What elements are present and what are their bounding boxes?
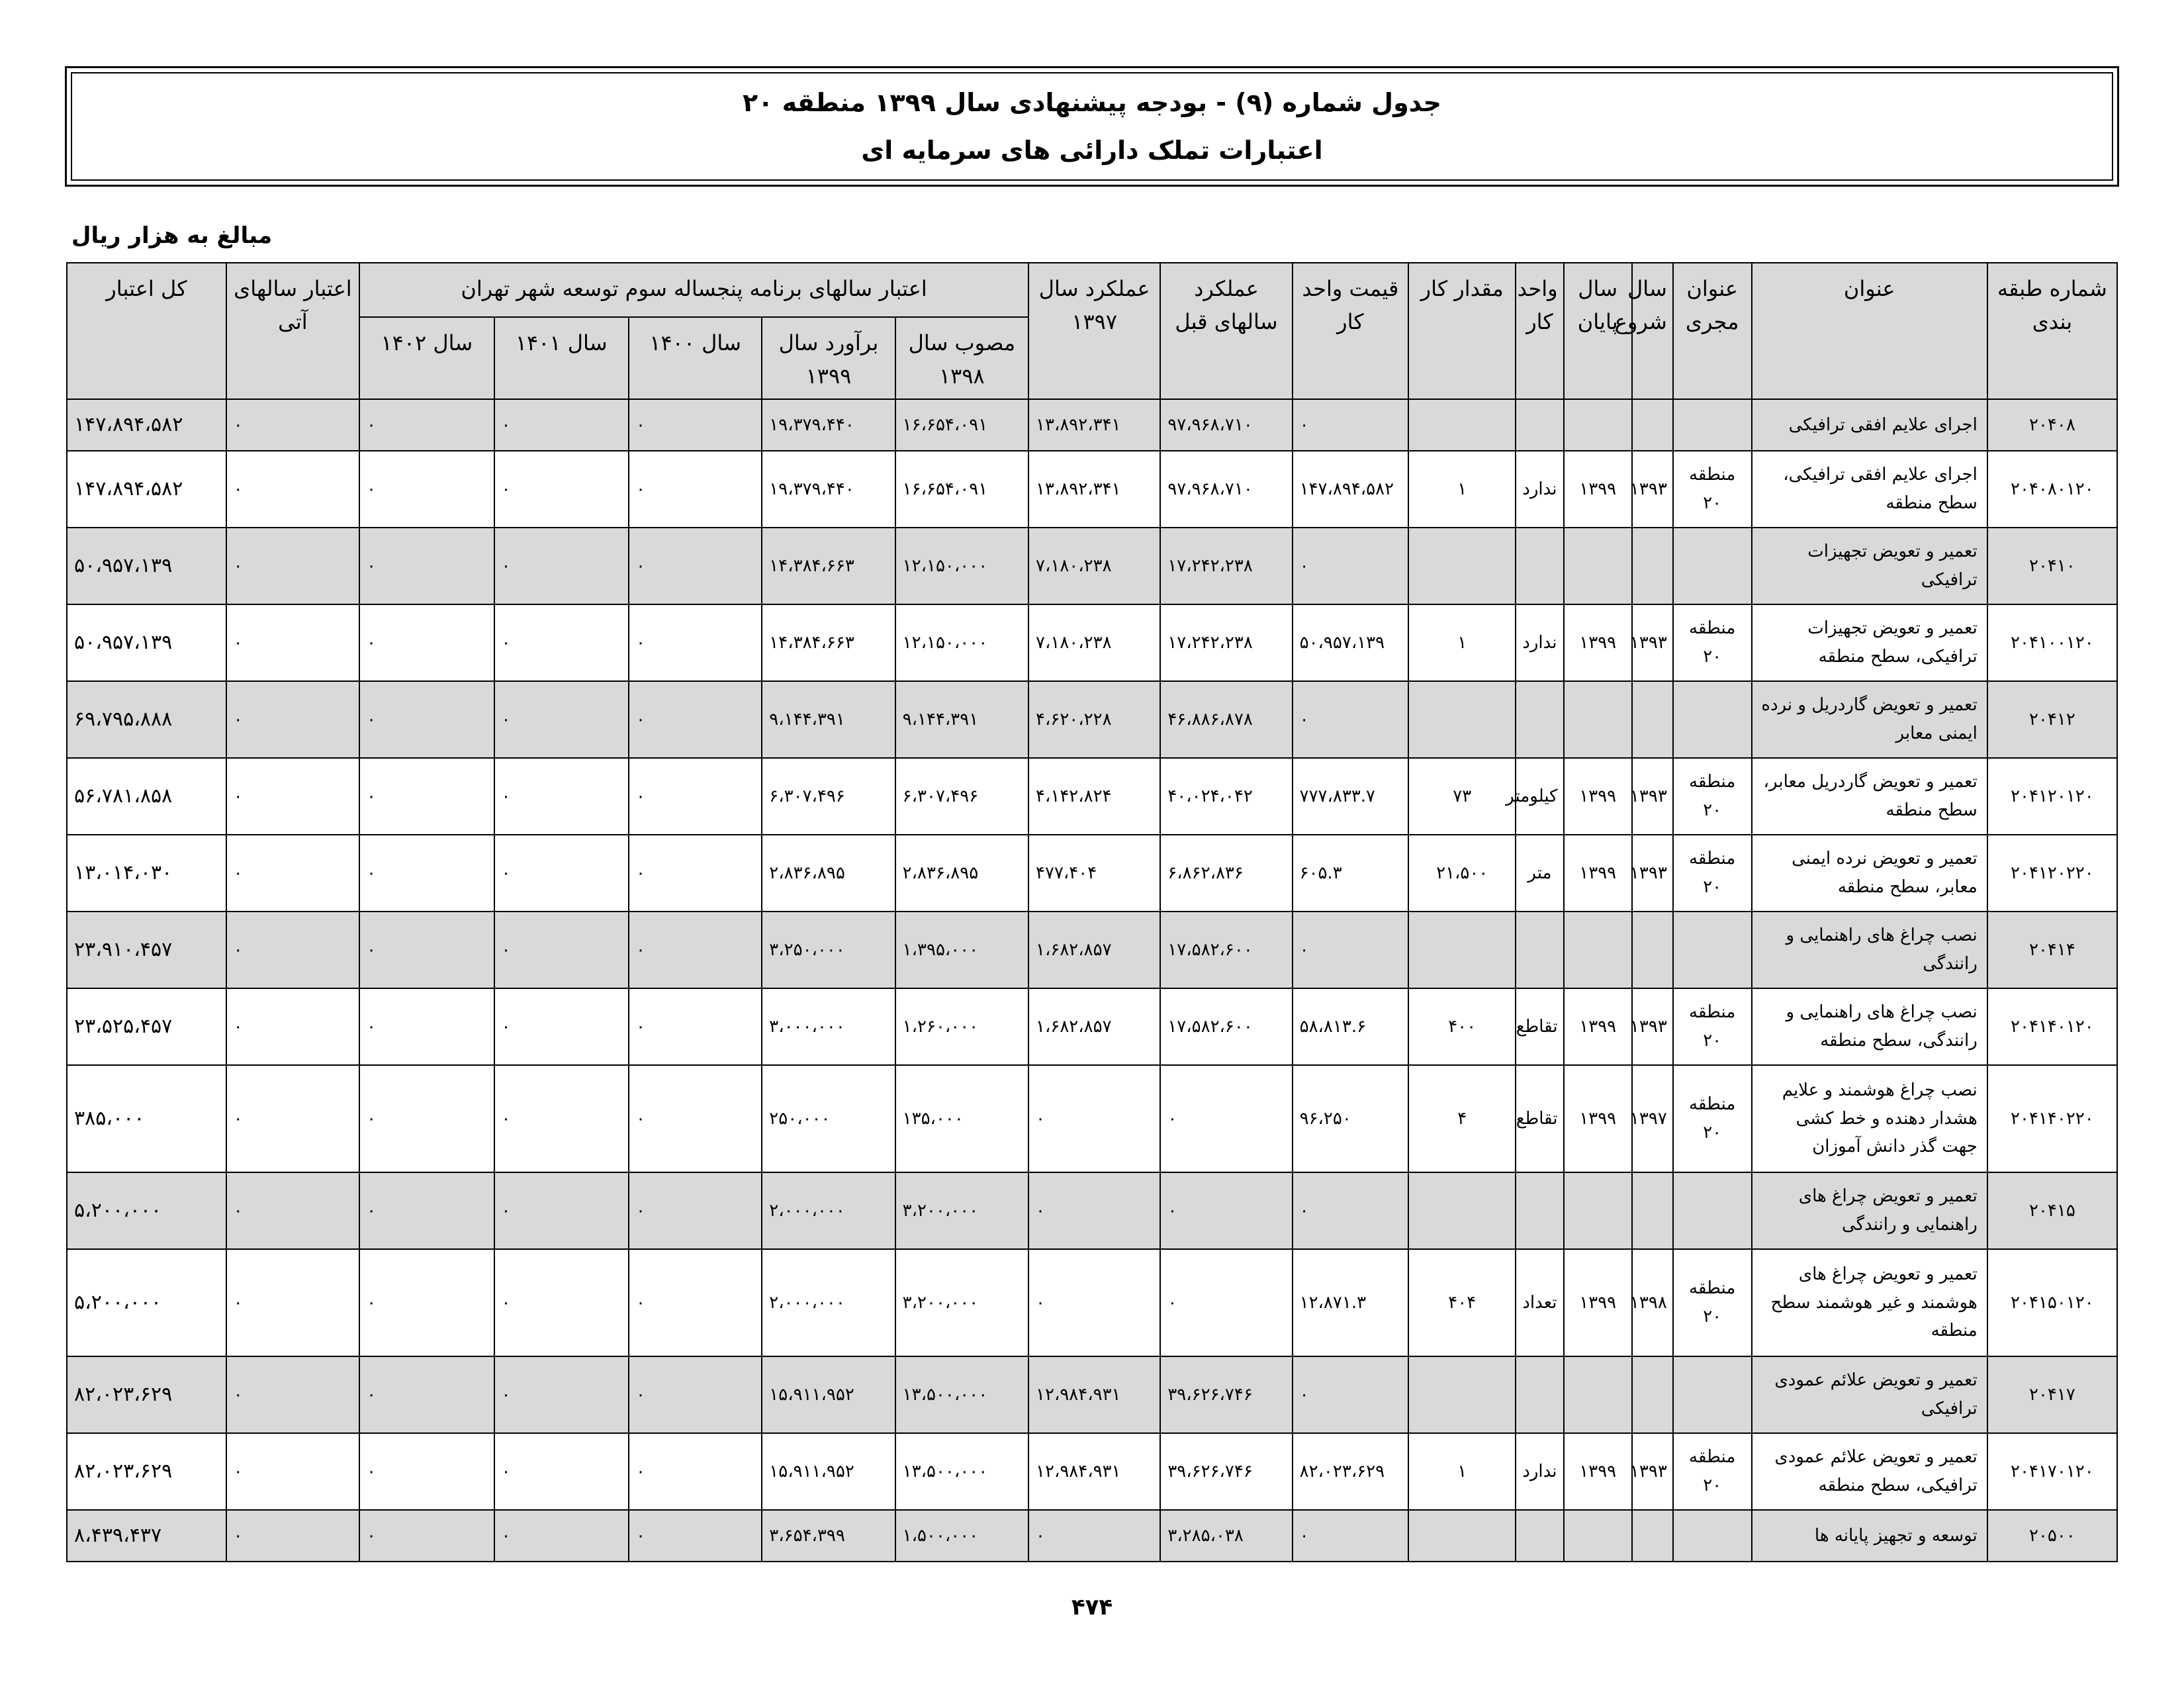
item-row bbox=[67, 758, 2117, 835]
cell-qty: ۷۳ bbox=[1408, 758, 1516, 835]
cell-executor: منطقه ۲۰ bbox=[1673, 1433, 1752, 1510]
cell-title: نصب چراغ های راهنمایی و رانندگی bbox=[1752, 912, 1987, 988]
cell-title: نصب چراغ های راهنمایی و رانندگی، سطح منطقه bbox=[1752, 988, 1987, 1065]
col-header-program-group: اعتبار سالهای برنامه پنجساله سوم توسعه شهر تهران bbox=[359, 263, 1028, 317]
cell-qty: ۴۰۴ bbox=[1408, 1249, 1516, 1356]
cell-qty bbox=[1408, 528, 1516, 604]
cell-end: ۱۳۹۹ bbox=[1564, 1433, 1632, 1510]
col-header-prev-performance: عملکرد سالهای قبل bbox=[1160, 263, 1292, 399]
cell-prev: ۳۹،۶۲۶،۷۴۶ bbox=[1160, 1356, 1292, 1433]
cell-y1401: ۰ bbox=[494, 835, 629, 912]
cell-a1398: ۱۳،۵۰۰،۰۰۰ bbox=[895, 1433, 1028, 1510]
cell-y1400: ۰ bbox=[629, 758, 762, 835]
cell-future: ۰ bbox=[226, 399, 359, 451]
cell-title: تعمیر و تعویض گاردریل معابر، سطح منطقه bbox=[1752, 758, 1987, 835]
cell-executor: منطقه ۲۰ bbox=[1673, 988, 1752, 1065]
cell-end: ۱۳۹۹ bbox=[1564, 758, 1632, 835]
cell-p1397: ۴،۶۲۰،۲۲۸ bbox=[1028, 681, 1160, 758]
cell-e1399: ۱۵،۹۱۱،۹۵۲ bbox=[762, 1433, 895, 1510]
page-number: ۴۷۴ bbox=[1071, 1594, 1113, 1620]
cell-code: ۲۰۴۱۰۰۱۲۰ bbox=[1987, 604, 2117, 681]
cell-qty: ۲۱،۵۰۰ bbox=[1408, 835, 1516, 912]
cell-y1402: ۰ bbox=[359, 528, 494, 604]
category-row bbox=[67, 912, 2117, 988]
cell-code: ۲۰۴۰۸ bbox=[1987, 399, 2117, 451]
cell-a1398: ۱۶،۶۵۴،۰۹۱ bbox=[895, 399, 1028, 451]
cell-end bbox=[1564, 681, 1632, 758]
cell-future: ۰ bbox=[226, 1433, 359, 1510]
cell-title: تعمیر و تعویض گاردریل و نرده ایمنی معابر bbox=[1752, 681, 1987, 758]
item-row bbox=[67, 1065, 2117, 1172]
cell-y1400: ۰ bbox=[629, 451, 762, 528]
cell-future: ۰ bbox=[226, 604, 359, 681]
cell-qty: ۴ bbox=[1408, 1065, 1516, 1172]
cell-executor: منطقه ۲۰ bbox=[1673, 604, 1752, 681]
cell-unit bbox=[1516, 912, 1563, 988]
cell-title: تعمیر و تعویض چراغ های هوشمند و غیر هوشمند سطح منطقه bbox=[1752, 1249, 1987, 1356]
cell-qty: ۱ bbox=[1408, 604, 1516, 681]
cell-qty bbox=[1408, 681, 1516, 758]
cell-e1399: ۲،۰۰۰،۰۰۰ bbox=[762, 1172, 895, 1249]
cell-future: ۰ bbox=[226, 1249, 359, 1356]
cell-code: ۲۰۴۰۸۰۱۲۰ bbox=[1987, 451, 2117, 528]
cell-executor: منطقه ۲۰ bbox=[1673, 835, 1752, 912]
cell-executor bbox=[1673, 912, 1752, 988]
cell-a1398: ۹،۱۴۴،۳۹۱ bbox=[895, 681, 1028, 758]
cell-title: اجرای علایم افقی ترافیکی، سطح منطقه bbox=[1752, 451, 1987, 528]
cell-a1398: ۱۳۵،۰۰۰ bbox=[895, 1065, 1028, 1172]
cell-total: ۵۰،۹۵۷،۱۳۹ bbox=[67, 604, 226, 681]
cell-e1399: ۱۵،۹۱۱،۹۵۲ bbox=[762, 1356, 895, 1433]
cell-y1400: ۰ bbox=[629, 1172, 762, 1249]
item-row bbox=[67, 1433, 2117, 1510]
cell-total: ۵۰،۹۵۷،۱۳۹ bbox=[67, 528, 226, 604]
category-row bbox=[67, 1172, 2117, 1249]
cell-end: ۱۳۹۹ bbox=[1564, 604, 1632, 681]
cell-start bbox=[1632, 399, 1673, 451]
cell-p1397: ۱۲،۹۸۴،۹۳۱ bbox=[1028, 1433, 1160, 1510]
cell-y1401: ۰ bbox=[494, 758, 629, 835]
cell-start: ۱۳۹۳ bbox=[1632, 988, 1673, 1065]
col-header-performance-1397: عملکرد سال ۱۳۹۷ bbox=[1028, 263, 1160, 399]
cell-code: ۲۰۴۱۴۰۲۲۰ bbox=[1987, 1065, 2117, 1172]
cell-unit bbox=[1516, 681, 1563, 758]
cell-a1398: ۶،۳۰۷،۴۹۶ bbox=[895, 758, 1028, 835]
cell-end bbox=[1564, 528, 1632, 604]
cell-a1398: ۳،۲۰۰،۰۰۰ bbox=[895, 1172, 1028, 1249]
table-body bbox=[67, 399, 2117, 1562]
cell-prev: ۶،۸۶۲،۸۳۶ bbox=[1160, 835, 1292, 912]
item-row bbox=[67, 835, 2117, 912]
cell-price: ۰ bbox=[1293, 912, 1409, 988]
cell-unit: تعداد bbox=[1516, 1249, 1563, 1356]
cell-code: ۲۰۴۱۷ bbox=[1987, 1356, 2117, 1433]
cell-a1398: ۱۲،۱۵۰،۰۰۰ bbox=[895, 604, 1028, 681]
cell-prev: ۹۷،۹۶۸،۷۱۰ bbox=[1160, 451, 1292, 528]
cell-price: ۱۲،۸۷۱.۳ bbox=[1293, 1249, 1409, 1356]
cell-future: ۰ bbox=[226, 1065, 359, 1172]
cell-a1398: ۱۳،۵۰۰،۰۰۰ bbox=[895, 1356, 1028, 1433]
cell-total: ۱۴۷،۸۹۴،۵۸۲ bbox=[67, 399, 226, 451]
col-header-start-year: سال شروع bbox=[1632, 263, 1673, 399]
category-row bbox=[67, 681, 2117, 758]
cell-price: ۷۷۷،۸۳۳.۷ bbox=[1293, 758, 1409, 835]
cell-price: ۰ bbox=[1293, 1510, 1409, 1562]
cell-a1398: ۳،۲۰۰،۰۰۰ bbox=[895, 1249, 1028, 1356]
cell-total: ۵،۲۰۰،۰۰۰ bbox=[67, 1172, 226, 1249]
cell-title: تعمیر و تعویض تجهیزات ترافیکی، سطح منطقه bbox=[1752, 604, 1987, 681]
cell-y1401: ۰ bbox=[494, 1172, 629, 1249]
cell-executor: منطقه ۲۰ bbox=[1673, 1249, 1752, 1356]
cell-a1398: ۱،۳۹۵،۰۰۰ bbox=[895, 912, 1028, 988]
cell-future: ۰ bbox=[226, 912, 359, 988]
cell-code: ۲۰۴۱۲۰۲۲۰ bbox=[1987, 835, 2117, 912]
cell-title: توسعه و تجهیز پایانه ها bbox=[1752, 1510, 1987, 1562]
cell-e1399: ۳،۰۰۰،۰۰۰ bbox=[762, 988, 895, 1065]
col-header-code: شماره طبقه بندی bbox=[1987, 263, 2117, 399]
cell-code: ۲۰۴۱۰ bbox=[1987, 528, 2117, 604]
cell-price: ۰ bbox=[1293, 1172, 1409, 1249]
cell-e1399: ۱۴،۳۸۴،۶۶۳ bbox=[762, 528, 895, 604]
col-header-title: عنوان bbox=[1752, 263, 1987, 399]
cell-y1402: ۰ bbox=[359, 451, 494, 528]
cell-qty: ۴۰۰ bbox=[1408, 988, 1516, 1065]
cell-code: ۲۰۴۱۲ bbox=[1987, 681, 2117, 758]
cell-code: ۲۰۴۱۴۰۱۲۰ bbox=[1987, 988, 2117, 1065]
cell-prev: ۴۶،۸۸۶،۸۷۸ bbox=[1160, 681, 1292, 758]
cell-total: ۲۳،۵۲۵،۴۵۷ bbox=[67, 988, 226, 1065]
cell-e1399: ۶،۳۰۷،۴۹۶ bbox=[762, 758, 895, 835]
cell-title: تعمیر و تعویض چراغ های راهنمایی و رانندگی bbox=[1752, 1172, 1987, 1249]
cell-prev: ۱۷،۵۸۲،۶۰۰ bbox=[1160, 912, 1292, 988]
cell-unit: تقاطع bbox=[1516, 1065, 1563, 1172]
cell-y1400: ۰ bbox=[629, 1065, 762, 1172]
cell-p1397: ۱۲،۹۸۴،۹۳۱ bbox=[1028, 1356, 1160, 1433]
cell-y1402: ۰ bbox=[359, 1356, 494, 1433]
cell-qty bbox=[1408, 1356, 1516, 1433]
cell-y1402: ۰ bbox=[359, 604, 494, 681]
cell-e1399: ۳،۶۵۴،۳۹۹ bbox=[762, 1510, 895, 1562]
cell-total: ۸۲،۰۲۳،۶۲۹ bbox=[67, 1356, 226, 1433]
col-header-estimate-1399: برآورد سال ۱۳۹۹ bbox=[762, 317, 895, 399]
cell-y1401: ۰ bbox=[494, 1065, 629, 1172]
cell-end bbox=[1564, 912, 1632, 988]
cell-p1397: ۰ bbox=[1028, 1065, 1160, 1172]
cell-start bbox=[1632, 681, 1673, 758]
cell-a1398: ۱۶،۶۵۴،۰۹۱ bbox=[895, 451, 1028, 528]
cell-price: ۰ bbox=[1293, 681, 1409, 758]
category-row bbox=[67, 399, 2117, 451]
cell-prev: ۱۷،۲۴۲،۲۳۸ bbox=[1160, 528, 1292, 604]
cell-prev: ۳۹،۶۲۶،۷۴۶ bbox=[1160, 1433, 1292, 1510]
cell-total: ۵۶،۷۸۱،۸۵۸ bbox=[67, 758, 226, 835]
cell-code: ۲۰۴۱۴ bbox=[1987, 912, 2117, 988]
cell-y1400: ۰ bbox=[629, 1249, 762, 1356]
cell-title: تعمیر و تعویض نرده ایمنی معابر، سطح منطقه bbox=[1752, 835, 1987, 912]
cell-y1400: ۰ bbox=[629, 1433, 762, 1510]
cell-y1401: ۰ bbox=[494, 604, 629, 681]
cell-y1400: ۰ bbox=[629, 835, 762, 912]
cell-total: ۳۸۵،۰۰۰ bbox=[67, 1065, 226, 1172]
cell-y1401: ۰ bbox=[494, 528, 629, 604]
cell-p1397: ۰ bbox=[1028, 1249, 1160, 1356]
cell-executor bbox=[1673, 399, 1752, 451]
col-header-unit-price: قیمت واحد کار bbox=[1293, 263, 1409, 399]
cell-unit: ندارد bbox=[1516, 604, 1563, 681]
cell-e1399: ۲،۰۰۰،۰۰۰ bbox=[762, 1249, 895, 1356]
cell-price: ۹۶،۲۵۰ bbox=[1293, 1065, 1409, 1172]
cell-start bbox=[1632, 528, 1673, 604]
cell-prev: ۰ bbox=[1160, 1172, 1292, 1249]
cell-qty: ۱ bbox=[1408, 451, 1516, 528]
cell-y1402: ۰ bbox=[359, 912, 494, 988]
cell-unit bbox=[1516, 1510, 1563, 1562]
cell-qty bbox=[1408, 912, 1516, 988]
cell-price: ۵۰،۹۵۷،۱۳۹ bbox=[1293, 604, 1409, 681]
cell-end bbox=[1564, 1510, 1632, 1562]
cell-unit bbox=[1516, 1172, 1563, 1249]
item-row bbox=[67, 1249, 2117, 1356]
cell-a1398: ۲،۸۳۶،۸۹۵ bbox=[895, 835, 1028, 912]
cell-y1402: ۰ bbox=[359, 1249, 494, 1356]
cell-e1399: ۱۹،۳۷۹،۴۴۰ bbox=[762, 399, 895, 451]
cell-start bbox=[1632, 912, 1673, 988]
cell-y1400: ۰ bbox=[629, 681, 762, 758]
cell-end: ۱۳۹۹ bbox=[1564, 1249, 1632, 1356]
cell-title: تعمیر و تعویض تجهیزات ترافیکی bbox=[1752, 528, 1987, 604]
cell-executor bbox=[1673, 681, 1752, 758]
cell-executor: منطقه ۲۰ bbox=[1673, 1065, 1752, 1172]
cell-price: ۰ bbox=[1293, 1356, 1409, 1433]
cell-total: ۲۳،۹۱۰،۴۵۷ bbox=[67, 912, 226, 988]
cell-price: ۰ bbox=[1293, 528, 1409, 604]
cell-future: ۰ bbox=[226, 988, 359, 1065]
cell-y1402: ۰ bbox=[359, 1433, 494, 1510]
cell-prev: ۹۷،۹۶۸،۷۱۰ bbox=[1160, 399, 1292, 451]
cell-title: تعمیر و تعویض علائم عمودی ترافیکی، سطح منطقه bbox=[1752, 1433, 1987, 1510]
cell-a1398: ۱۲،۱۵۰،۰۰۰ bbox=[895, 528, 1028, 604]
cell-p1397: ۴۷۷،۴۰۴ bbox=[1028, 835, 1160, 912]
cell-y1400: ۰ bbox=[629, 1356, 762, 1433]
cell-future: ۰ bbox=[226, 1172, 359, 1249]
cell-unit bbox=[1516, 528, 1563, 604]
col-header-total: کل اعتبار bbox=[67, 263, 226, 399]
cell-y1401: ۰ bbox=[494, 681, 629, 758]
table-title: جدول شماره (۹) - بودجه پیشنهادی سال ۱۳۹۹ منطقه ۲۰ bbox=[742, 88, 1442, 117]
cell-start: ۱۳۹۷ bbox=[1632, 1065, 1673, 1172]
cell-p1397: ۰ bbox=[1028, 1172, 1160, 1249]
cell-y1402: ۰ bbox=[359, 1510, 494, 1562]
item-row bbox=[67, 604, 2117, 681]
col-header-quantity: مقدار کار bbox=[1408, 263, 1516, 399]
cell-e1399: ۹،۱۴۴،۳۹۱ bbox=[762, 681, 895, 758]
cell-start: ۱۳۹۳ bbox=[1632, 451, 1673, 528]
cell-future: ۰ bbox=[226, 451, 359, 528]
cell-executor: منطقه ۲۰ bbox=[1673, 758, 1752, 835]
cell-total: ۸،۴۳۹،۴۳۷ bbox=[67, 1510, 226, 1562]
cell-unit bbox=[1516, 1356, 1563, 1433]
cell-prev: ۳،۲۸۵،۰۳۸ bbox=[1160, 1510, 1292, 1562]
cell-code: ۲۰۴۱۵۰۱۲۰ bbox=[1987, 1249, 2117, 1356]
cell-unit bbox=[1516, 399, 1563, 451]
cell-qty bbox=[1408, 399, 1516, 451]
item-row bbox=[67, 451, 2117, 528]
cell-y1401: ۰ bbox=[494, 1510, 629, 1562]
cell-end bbox=[1564, 1356, 1632, 1433]
cell-e1399: ۲،۸۳۶،۸۹۵ bbox=[762, 835, 895, 912]
cell-p1397: ۷،۱۸۰،۲۳۸ bbox=[1028, 604, 1160, 681]
category-row bbox=[67, 1356, 2117, 1433]
cell-code: ۲۰۴۱۵ bbox=[1987, 1172, 2117, 1249]
cell-y1401: ۰ bbox=[494, 451, 629, 528]
cell-qty bbox=[1408, 1510, 1516, 1562]
cell-code: ۲۰۴۱۲۰۱۲۰ bbox=[1987, 758, 2117, 835]
cell-unit: ندارد bbox=[1516, 1433, 1563, 1510]
cell-start bbox=[1632, 1510, 1673, 1562]
cell-p1397: ۱۳،۸۹۲،۳۴۱ bbox=[1028, 399, 1160, 451]
cell-total: ۵،۲۰۰،۰۰۰ bbox=[67, 1249, 226, 1356]
cell-y1402: ۰ bbox=[359, 758, 494, 835]
cell-start bbox=[1632, 1356, 1673, 1433]
cell-end: ۱۳۹۹ bbox=[1564, 451, 1632, 528]
cell-future: ۰ bbox=[226, 758, 359, 835]
cell-start: ۱۳۹۳ bbox=[1632, 835, 1673, 912]
cell-executor bbox=[1673, 1510, 1752, 1562]
cell-prev: ۴۰،۰۲۴،۰۴۲ bbox=[1160, 758, 1292, 835]
cell-p1397: ۴،۱۴۲،۸۲۴ bbox=[1028, 758, 1160, 835]
col-header-year-1402: سال ۱۴۰۲ bbox=[359, 317, 494, 399]
cell-y1402: ۰ bbox=[359, 988, 494, 1065]
cell-executor bbox=[1673, 1172, 1752, 1249]
cell-e1399: ۳،۲۵۰،۰۰۰ bbox=[762, 912, 895, 988]
cell-end bbox=[1564, 399, 1632, 451]
cell-total: ۶۹،۷۹۵،۸۸۸ bbox=[67, 681, 226, 758]
cell-y1400: ۰ bbox=[629, 528, 762, 604]
cell-y1402: ۰ bbox=[359, 1065, 494, 1172]
cell-price: ۵۸،۸۱۳.۶ bbox=[1293, 988, 1409, 1065]
cell-executor bbox=[1673, 1356, 1752, 1433]
cell-prev: ۰ bbox=[1160, 1249, 1292, 1356]
cell-y1402: ۰ bbox=[359, 835, 494, 912]
cell-y1401: ۰ bbox=[494, 988, 629, 1065]
col-header-unit: واحد کار bbox=[1516, 263, 1563, 399]
cell-p1397: ۱،۶۸۲،۸۵۷ bbox=[1028, 988, 1160, 1065]
cell-start bbox=[1632, 1172, 1673, 1249]
col-header-end-year: سال پایان bbox=[1564, 263, 1632, 399]
cell-prev: ۰ bbox=[1160, 1065, 1292, 1172]
col-header-approved-1398: مصوب سال ۱۳۹۸ bbox=[895, 317, 1028, 399]
col-header-executor: عنوان مجری bbox=[1673, 263, 1752, 399]
cell-title: نصب چراغ هوشمند و علایم هشدار دهنده و خط کشی جهت گذر دانش آموزان bbox=[1752, 1065, 1987, 1172]
cell-price: ۰ bbox=[1293, 399, 1409, 451]
cell-p1397: ۱،۶۸۲،۸۵۷ bbox=[1028, 912, 1160, 988]
cell-title: تعمیر و تعویض علائم عمودی ترافیکی bbox=[1752, 1356, 1987, 1433]
cell-price: ۶۰۵.۳ bbox=[1293, 835, 1409, 912]
cell-future: ۰ bbox=[226, 835, 359, 912]
cell-p1397: ۰ bbox=[1028, 1510, 1160, 1562]
cell-e1399: ۲۵۰،۰۰۰ bbox=[762, 1065, 895, 1172]
cell-a1398: ۱،۲۶۰،۰۰۰ bbox=[895, 988, 1028, 1065]
cell-executor: منطقه ۲۰ bbox=[1673, 451, 1752, 528]
cell-future: ۰ bbox=[226, 1356, 359, 1433]
cell-future: ۰ bbox=[226, 528, 359, 604]
cell-unit: ندارد bbox=[1516, 451, 1563, 528]
currency-unit-note: مبالغ به هزار ریال bbox=[71, 222, 273, 249]
cell-title: اجرای علایم افقی ترافیکی bbox=[1752, 399, 1987, 451]
cell-qty: ۱ bbox=[1408, 1433, 1516, 1510]
col-header-year-1401: سال ۱۴۰۱ bbox=[494, 317, 629, 399]
table-subtitle: اعتبارات تملک دارائی های سرمایه ای bbox=[861, 136, 1323, 165]
item-row bbox=[67, 988, 2117, 1065]
title-box bbox=[65, 66, 2119, 187]
cell-total: ۱۴۷،۸۹۴،۵۸۲ bbox=[67, 451, 226, 528]
cell-y1400: ۰ bbox=[629, 604, 762, 681]
cell-y1400: ۰ bbox=[629, 1510, 762, 1562]
cell-qty bbox=[1408, 1172, 1516, 1249]
cell-y1402: ۰ bbox=[359, 681, 494, 758]
cell-start: ۱۳۹۳ bbox=[1632, 758, 1673, 835]
cell-total: ۱۳،۰۱۴،۰۳۰ bbox=[67, 835, 226, 912]
cell-y1401: ۰ bbox=[494, 1433, 629, 1510]
cell-y1401: ۰ bbox=[494, 912, 629, 988]
cell-end: ۱۳۹۹ bbox=[1564, 835, 1632, 912]
cell-y1401: ۰ bbox=[494, 1356, 629, 1433]
cell-start: ۱۳۹۸ bbox=[1632, 1249, 1673, 1356]
cell-prev: ۱۷،۵۸۲،۶۰۰ bbox=[1160, 988, 1292, 1065]
cell-y1400: ۰ bbox=[629, 399, 762, 451]
cell-price: ۱۴۷،۸۹۴،۵۸۲ bbox=[1293, 451, 1409, 528]
cell-unit: کیلومتر bbox=[1516, 758, 1563, 835]
cell-y1400: ۰ bbox=[629, 912, 762, 988]
col-header-year-1400: سال ۱۴۰۰ bbox=[629, 317, 762, 399]
col-header-future: اعتبار سالهای آتی bbox=[226, 263, 359, 399]
cell-end: ۱۳۹۹ bbox=[1564, 1065, 1632, 1172]
cell-total: ۸۲،۰۲۳،۶۲۹ bbox=[67, 1433, 226, 1510]
cell-y1401: ۰ bbox=[494, 1249, 629, 1356]
cell-start: ۱۳۹۳ bbox=[1632, 604, 1673, 681]
cell-y1402: ۰ bbox=[359, 1172, 494, 1249]
cell-e1399: ۱۴،۳۸۴،۶۶۳ bbox=[762, 604, 895, 681]
cell-code: ۲۰۴۱۷۰۱۲۰ bbox=[1987, 1433, 2117, 1510]
cell-price: ۸۲،۰۲۳،۶۲۹ bbox=[1293, 1433, 1409, 1510]
cell-end bbox=[1564, 1172, 1632, 1249]
cell-executor bbox=[1673, 528, 1752, 604]
cell-unit: تقاطع bbox=[1516, 988, 1563, 1065]
category-row bbox=[67, 528, 2117, 604]
cell-unit: متر bbox=[1516, 835, 1563, 912]
cell-prev: ۱۷،۲۴۲،۲۳۸ bbox=[1160, 604, 1292, 681]
cell-end: ۱۳۹۹ bbox=[1564, 988, 1632, 1065]
cell-y1401: ۰ bbox=[494, 399, 629, 451]
category-row bbox=[67, 1510, 2117, 1562]
cell-code: ۲۰۵۰۰ bbox=[1987, 1510, 2117, 1562]
cell-p1397: ۱۳،۸۹۲،۳۴۱ bbox=[1028, 451, 1160, 528]
cell-p1397: ۷،۱۸۰،۲۳۸ bbox=[1028, 528, 1160, 604]
cell-e1399: ۱۹،۳۷۹،۴۴۰ bbox=[762, 451, 895, 528]
budget-table bbox=[66, 262, 2118, 1562]
cell-y1402: ۰ bbox=[359, 399, 494, 451]
cell-future: ۰ bbox=[226, 1510, 359, 1562]
cell-a1398: ۱،۵۰۰،۰۰۰ bbox=[895, 1510, 1028, 1562]
cell-future: ۰ bbox=[226, 681, 359, 758]
cell-start: ۱۳۹۳ bbox=[1632, 1433, 1673, 1510]
cell-y1400: ۰ bbox=[629, 988, 762, 1065]
